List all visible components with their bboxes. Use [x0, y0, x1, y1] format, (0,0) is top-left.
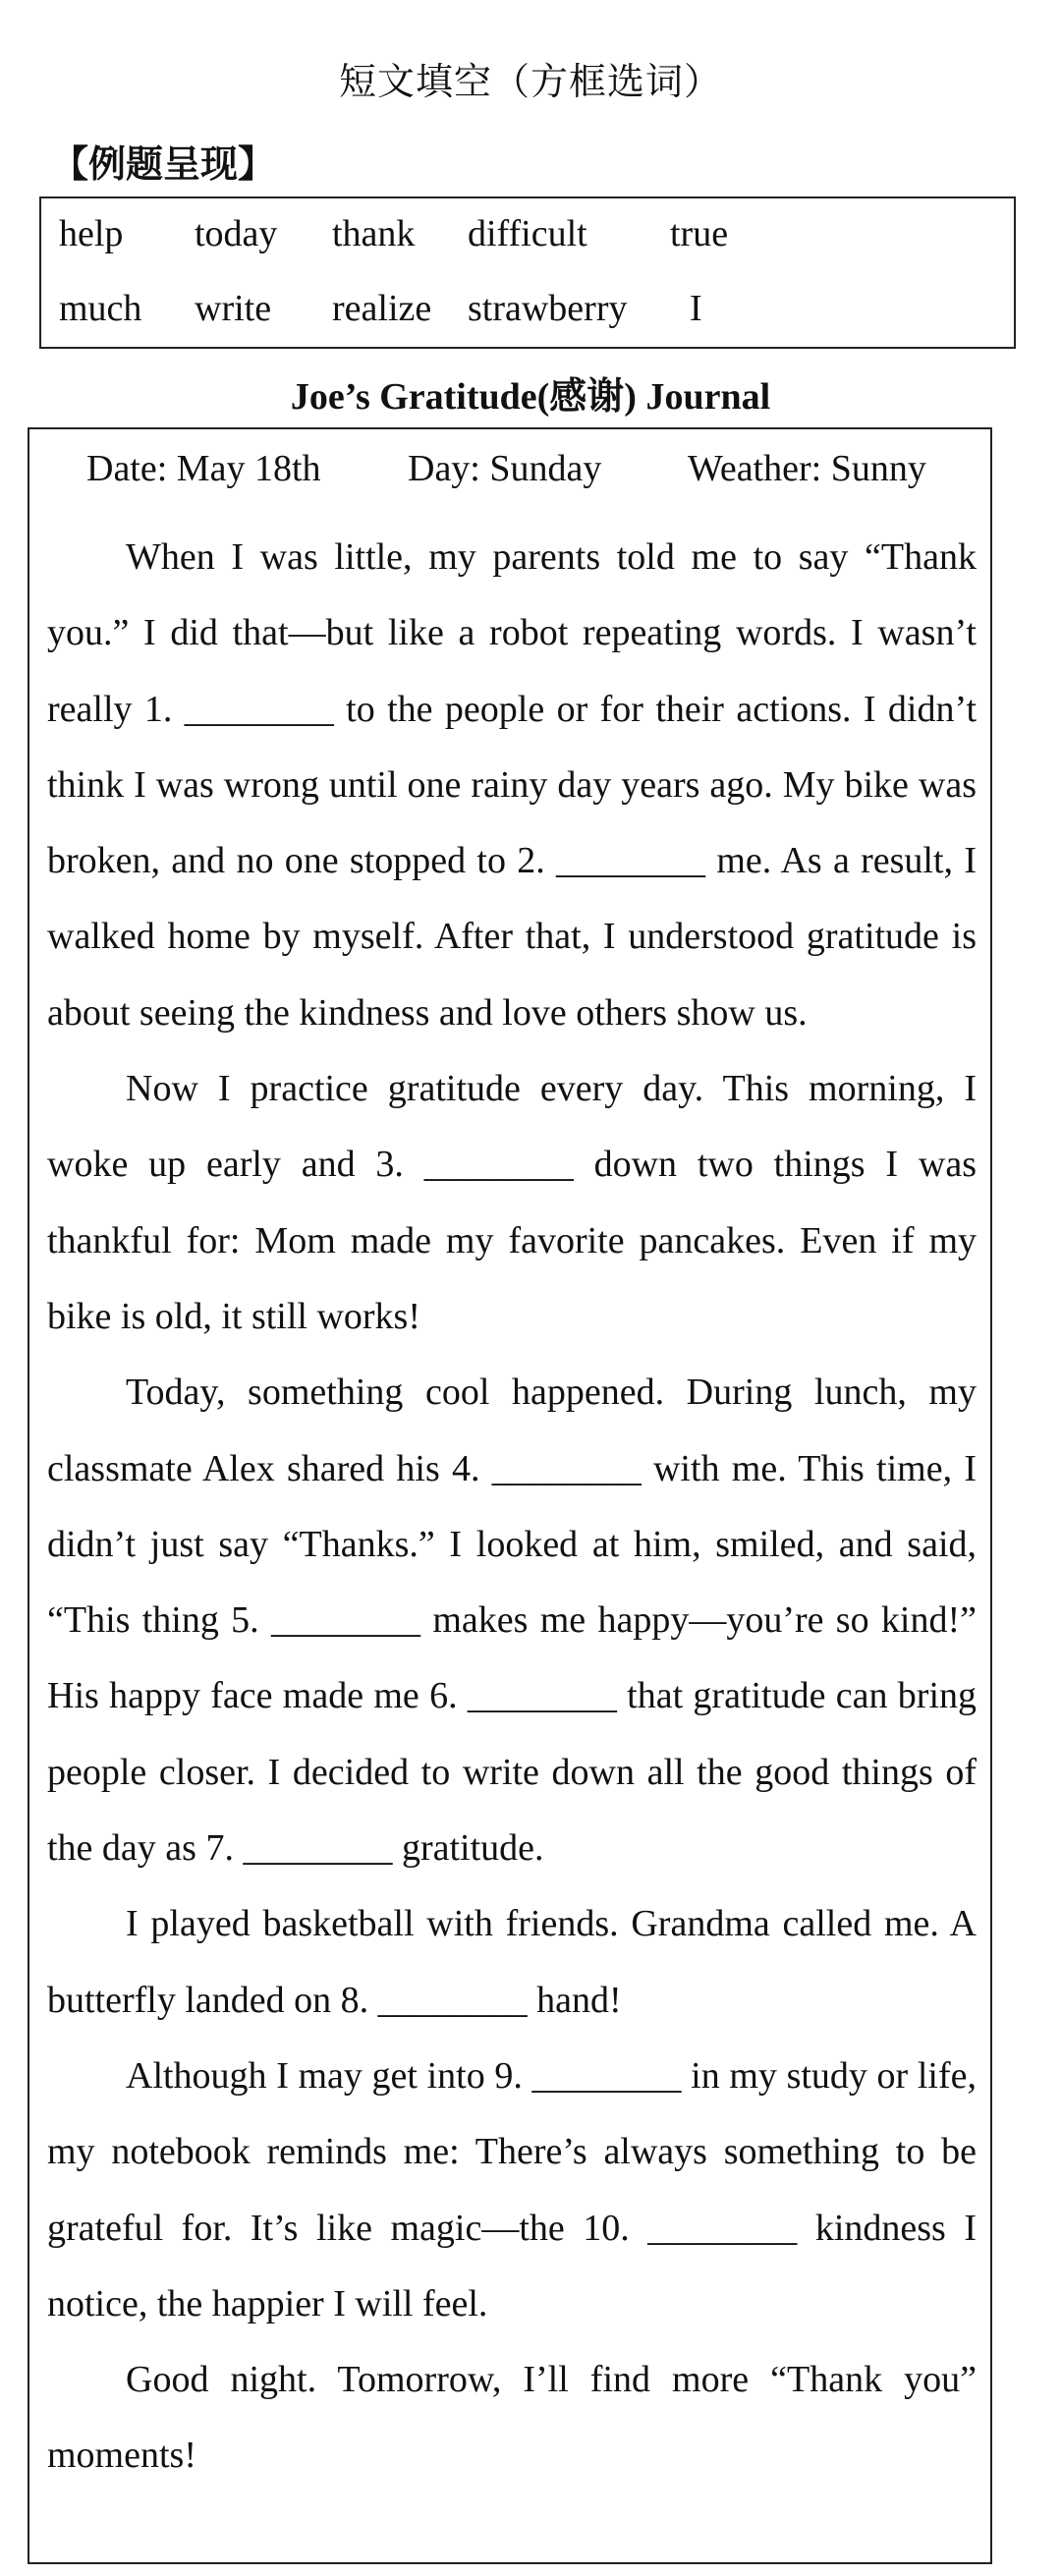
journal-day: Day: Sunday	[408, 448, 602, 489]
word-bank-item: help	[59, 213, 124, 254]
journal-weather: Weather: Sunny	[688, 448, 926, 489]
section-label: 【例题呈现】	[51, 142, 276, 186]
word-bank-row	[41, 212, 1014, 271]
journal-title: Joe’s Gratitude(感谢) Journal	[290, 376, 771, 418]
journal-paragraph: Now I practice gratitude every day. This morning, I woke up early and 3. ________ down two things I was thankful for: Mom made my favorite pancakes. Even if my bike is old, it still works!	[47, 1068, 977, 1337]
word-bank-item: true	[670, 213, 729, 254]
word-bank-item: today	[195, 213, 278, 254]
word-bank-item: I	[690, 288, 702, 329]
journal-paragraph: Although I may get into 9. ________ in my study or life, my notebook reminds me: There’s always something to be grateful for. It’s like magic—the 10. ________ kindness I notice, the happier I will feel.	[47, 2054, 977, 2324]
journal-paragraph: Good night. Tomorrow, I’ll find more “Thank you” moments!	[47, 2359, 977, 2477]
word-bank-item: much	[59, 288, 142, 329]
page-title: 短文填空（方框选词）	[338, 60, 722, 103]
journal-date: Date: May 18th	[86, 448, 321, 489]
journal-paragraph: When I was little, my parents told me to say “Thank you.” I did that—but like a robot repeating words. I wasn’t really 1. ________ to the people or for their actions. I didn’t think I was wrong until one rainy day years ago. My bike was broken, and no one stopped to 2. ________ me. As a result, I walked home by myself. After that, I understood gratitude is about seeing the kindness and love others show us.	[47, 536, 977, 1034]
word-bank-item: difficult	[468, 213, 587, 254]
word-bank-item: strawberry	[468, 288, 628, 329]
journal-box	[28, 427, 992, 2564]
journal-meta-row	[29, 447, 990, 506]
word-bank-box	[39, 196, 1016, 349]
journal-paragraph: Today, something cool happened. During lunch, my classmate Alex shared his 4. ________ with me. This time, I didn’t just say “Thanks.” I looked at him, smiled, and said, “This thing 5. ________ makes me happy—you’re so kind!” His happy face made me 6. ________ that gratitude can bring people closer. I decided to write down all the good things of the day as 7. ________ gratitude.	[47, 1372, 977, 1870]
word-bank-item: realize	[332, 288, 432, 329]
word-bank-item: thank	[332, 213, 416, 254]
word-bank-row	[41, 287, 1014, 346]
journal-paragraph: I played basketball with friends. Grandma called me. A butterfly landed on 8. ________ hand!	[47, 1903, 977, 2021]
journal-body	[47, 520, 977, 2494]
word-bank-item: write	[195, 288, 272, 329]
